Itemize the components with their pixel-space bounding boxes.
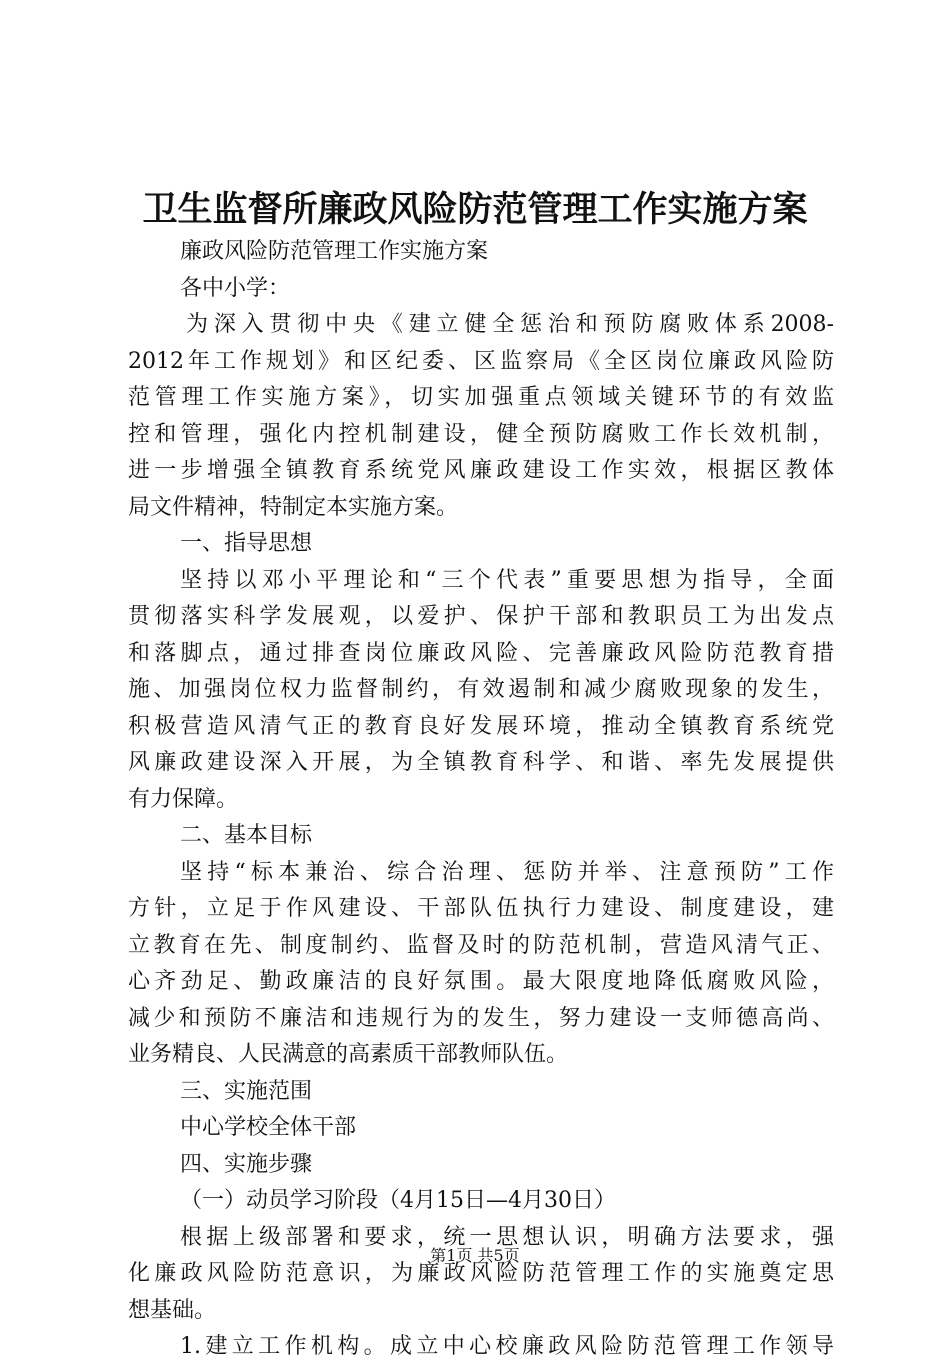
paragraph-line: 方针，立足于作风建设、干部队伍执行力建设、制度建设，建: [128, 896, 834, 921]
document-title: 卫生监督所廉政风险防范管理工作实施方案: [142, 190, 808, 230]
paragraph-line: 立教育在先、制度制约、监督及时的防范机制，营造风清气正、: [128, 932, 834, 958]
paragraph-line: 1.建立工作机构。成立中心校廉政风险防范管理工作领导: [180, 1334, 834, 1359]
paragraph-line: 根据上级部署和要求，统一思想认识，明确方法要求，强: [180, 1224, 834, 1250]
section-heading: 四、实施步骤: [180, 1151, 313, 1177]
paragraph-line: 局文件精神，特制定本实施方案。: [128, 494, 459, 520]
paragraph-line: 中心学校全体干部: [180, 1115, 357, 1140]
paragraph-line: 为深入贯彻中央《建立健全惩治和预防腐败体系2008-: [186, 312, 834, 337]
paragraph-line: 业务精良、人民满意的高素质干部教师队伍。: [128, 1042, 569, 1067]
subtitle-line: 廉政风险防范管理工作实施方案: [180, 239, 489, 264]
document-body: [128, 234, 834, 1366]
paragraph-line: 化廉政风险防范意识，为廉政风险防范管理工作的实施奠定思: [128, 1261, 834, 1286]
paragraph-line: 进一步增强全镇教育系统党风廉政建设工作实效，根据区教体: [128, 458, 834, 483]
paragraph-line: 施、加强岗位权力监督制约，有效遏制和减少腐败现象的发生，: [128, 677, 834, 702]
paragraph-line: 和落脚点，通过排查岗位廉政风险、完善廉政风险防范教育措: [128, 640, 834, 666]
paragraph-line: 范管理工作实施方案》，切实加强重点领域关键环节的有效监: [128, 385, 834, 410]
paragraph-line: 想基础。: [128, 1297, 217, 1323]
page-number-footer: 第1页 共5页: [430, 1246, 520, 1265]
paragraph-line: 积极营造风清气正的教育良好发展环境，推动全镇教育系统党: [128, 713, 834, 739]
paragraph-line: 2012年工作规划》和区纪委、区监察局《全区岗位廉政风险防: [128, 348, 834, 374]
paragraph-line: 风廉政建设深入开展，为全镇教育科学、和谐、率先发展提供: [128, 750, 834, 775]
paragraph-line: 坚持“标本兼治、综合治理、惩防并举、注意预防”工作: [180, 859, 834, 885]
section-heading: 一、指导思想: [180, 531, 313, 556]
section-heading: 二、基本目标: [180, 823, 313, 848]
paragraph-line: 贯彻落实科学发展观，以爱护、保护干部和教职员工为出发点: [128, 604, 834, 629]
section-heading: 三、实施范围: [180, 1078, 313, 1104]
paragraph-line: 减少和预防不廉洁和违规行为的发生，努力建设一支师德高尚、: [128, 1005, 834, 1031]
paragraph-line: 坚持以邓小平理论和“三个代表”重要思想为指导，全面: [180, 567, 834, 593]
paragraph-line: 有力保障。: [128, 786, 239, 812]
paragraph-line: 控和管理，强化内控机制建设，健全预防腐败工作长效机制，: [128, 421, 834, 447]
paragraph-line: 心齐劲足、勤政廉洁的良好氛围。最大限度地降低腐败风险，: [128, 969, 834, 994]
salutation-line: 各中小学：: [180, 275, 291, 301]
subsection-heading: （一）动员学习阶段（4月15日—4月30日）: [180, 1188, 616, 1213]
